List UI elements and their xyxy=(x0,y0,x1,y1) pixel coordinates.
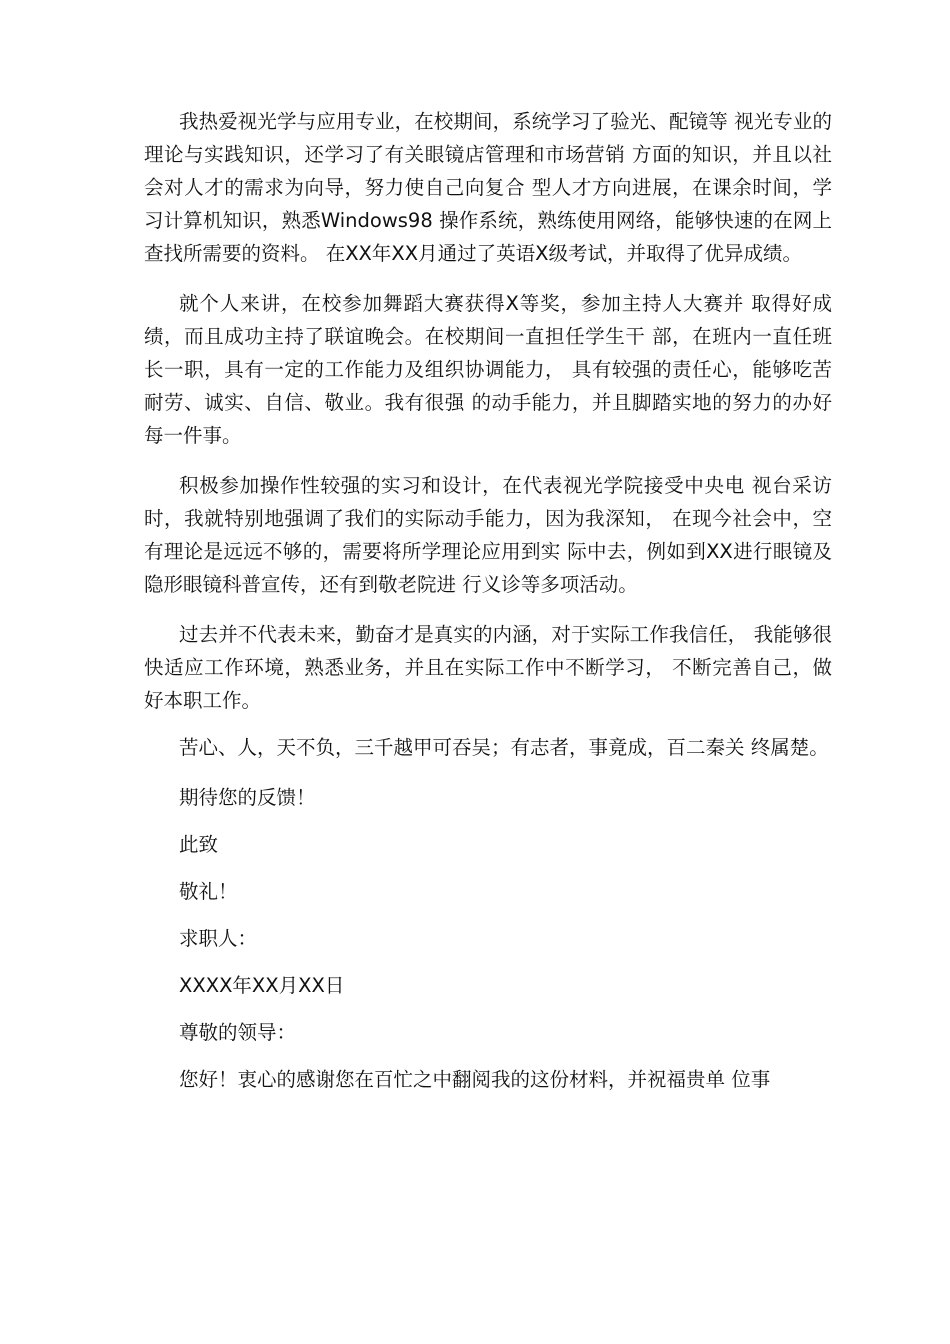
paragraph-practice: 积极参加操作性较强的实习和设计，在代表视光学院接受中央电 视台采访时，我就特别地强调了我们的实际动手能力，因为我深知， 在现今社会中，空有理论是远远不够的，需要将所学理论应用到实 际中去，例如到XX进行眼镜及隐形眼镜科普宣传，还有到敬老院进 行义诊等多项活动。 xyxy=(144,474,832,596)
closing-feedback: 期待您的反馈！ xyxy=(179,786,316,809)
greeting-leaders: 尊敬的领导： xyxy=(179,1021,297,1044)
letter-date: XXXX年XX月XX日 xyxy=(179,974,345,997)
paragraph-motto: 苦心、人，天不负，三千越甲可吞吴；有志者，事竟成，百二秦关 终属楚。 xyxy=(179,736,829,759)
opening-line: 您好！衷心的感谢您在百忙之中翻阅我的这份材料，并祝福贵单 位事 xyxy=(179,1068,771,1091)
paragraph-diligence: 过去并不代表未来，勤奋才是真实的内涵，对于实际工作我信任， 我能够很快适应工作环境，熟悉业务，并且在实际工作中不断学习， 不断完善自己，做好本职工作。 xyxy=(144,623,832,712)
closing-salutation: 此致 xyxy=(179,833,219,856)
closing-regards: 敬礼！ xyxy=(179,880,238,903)
paragraph-skills: 我热爱视光学与应用专业，在校期间，系统学习了验光、配镜等 视光专业的理论与实践知识，还学习了有关眼镜店管理和市场营销 方面的知识，并且以社会对人才的需求为向导，努力使自己向复合 型人才方向进展，在课余时间，学习计算机知识，熟悉Windows98 操作系统，熟练使用网络，能够快速的在网上查找所需要的资料。 在XX年XX月通过了英语X级考试，并取得了优异成绩。 xyxy=(144,110,832,265)
paragraph-activities: 就个人来讲，在校参加舞蹈大赛获得X等奖，参加主持人大赛并 取得好成绩，而且成功主持了联谊晚会。在校期间一直担任学生干 部，在班内一直任班长一职，具有一定的工作能力及组织协调能力， 具有较强的责任心，能够吃苦耐劳、诚实、自信、敬业。我有很强 的动手能力，并且脚踏实地的努力的办好每一件事。 xyxy=(144,292,832,447)
applicant-label: 求职人： xyxy=(179,927,258,950)
